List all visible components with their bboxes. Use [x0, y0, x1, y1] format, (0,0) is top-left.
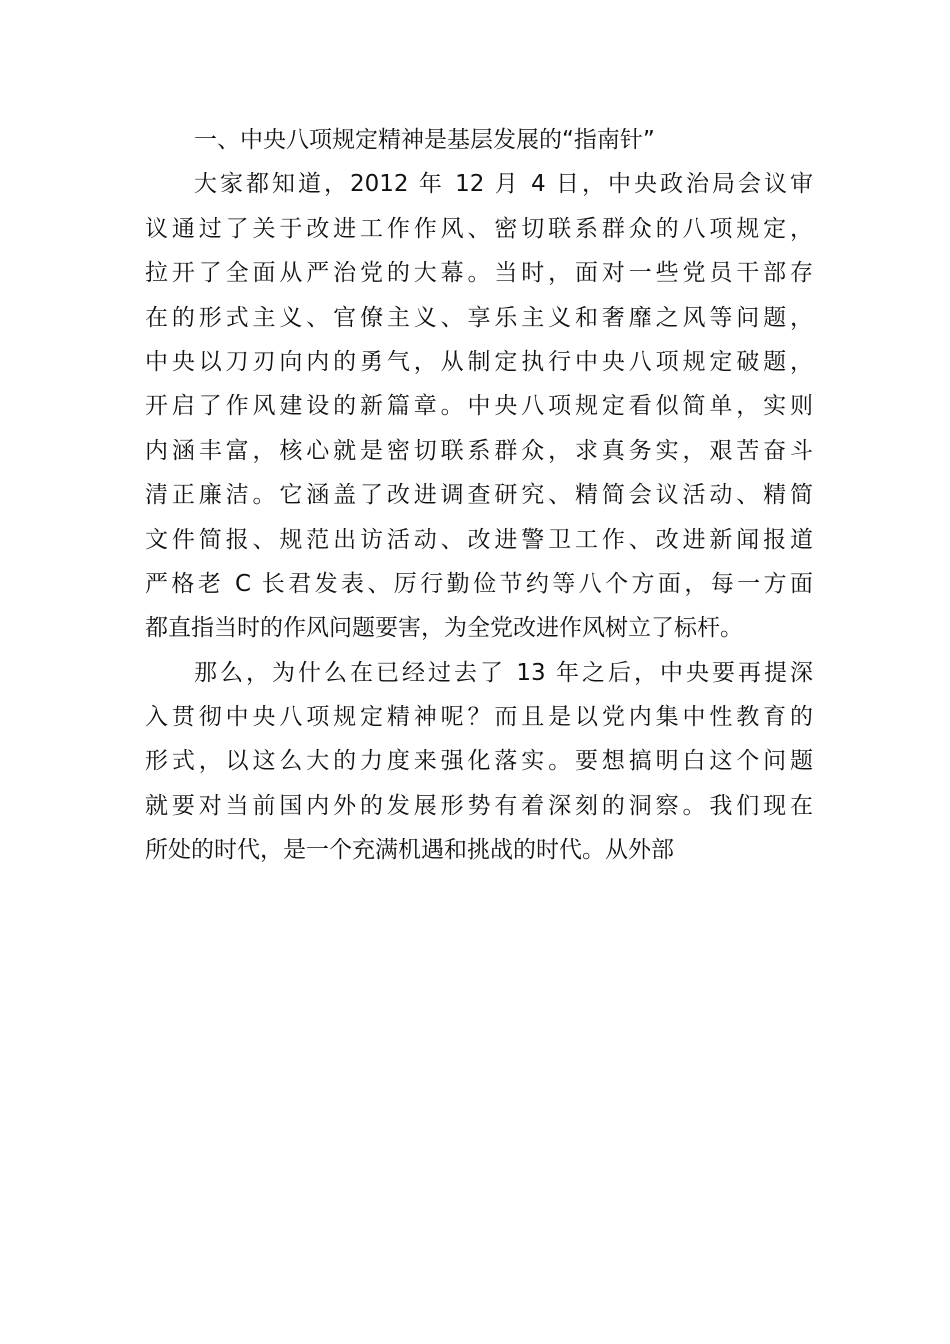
paragraph-line: 严格老 C 长君发表、厉行勤俭节约等八个方面，每一方面: [145, 570, 813, 597]
paragraph-line: 内涵丰富，核心就是密切联系群众，求真务实，艰苦奋斗: [145, 437, 813, 464]
paragraph-line: 清正廉洁。它涵盖了改进调查研究、精简会议活动、精简: [145, 482, 813, 509]
paragraph-line: 那么，为什么在已经过去了 13 年之后，中央要再提深: [194, 659, 813, 686]
paragraph-line: 拉开了全面从严治党的大幕。当时，面对一些党员干部存: [145, 260, 813, 287]
paragraph-line: 在的形式主义、官僚主义、享乐主义和奢靡之风等问题，: [145, 304, 813, 331]
paragraph-2: [145, 651, 813, 873]
paragraph-line: 大家都知道，2012 年 12 月 4 日，中央政治局会议审: [194, 171, 813, 198]
section-heading: 一、中央八项规定精神是基层发展的“指南针”: [194, 127, 655, 153]
paragraph-line: 形式，以这么大的力度来强化落实。要想搞明白这个问题: [145, 748, 813, 775]
paragraph-line: 文件简报、规范出访活动、改进警卫工作、改进新闻报道: [145, 526, 813, 553]
paragraph-line: 中央以刀刃向内的勇气，从制定执行中央八项规定破题，: [145, 348, 813, 375]
paragraph-line: 都直指当时的作风问题要害，为全党改进作风树立了标杆。: [145, 615, 743, 642]
paragraph-line: 就要对当前国内外的发展形势有着深刻的洞察。我们现在: [145, 792, 813, 819]
paragraph-line: 开启了作风建设的新篇章。中央八项规定看似简单，实则: [145, 393, 813, 420]
paragraph-line: 所处的时代，是一个充满机遇和挑战的时代。从外部: [145, 837, 674, 864]
paragraph-1: [145, 162, 813, 650]
paragraph-line: 入贯彻中央八项规定精神呢？而且是以党内集中性教育的: [145, 704, 813, 731]
document-body: [145, 118, 813, 873]
paragraph-line: 议通过了关于改进工作作风、密切联系群众的八项规定，: [145, 215, 813, 242]
